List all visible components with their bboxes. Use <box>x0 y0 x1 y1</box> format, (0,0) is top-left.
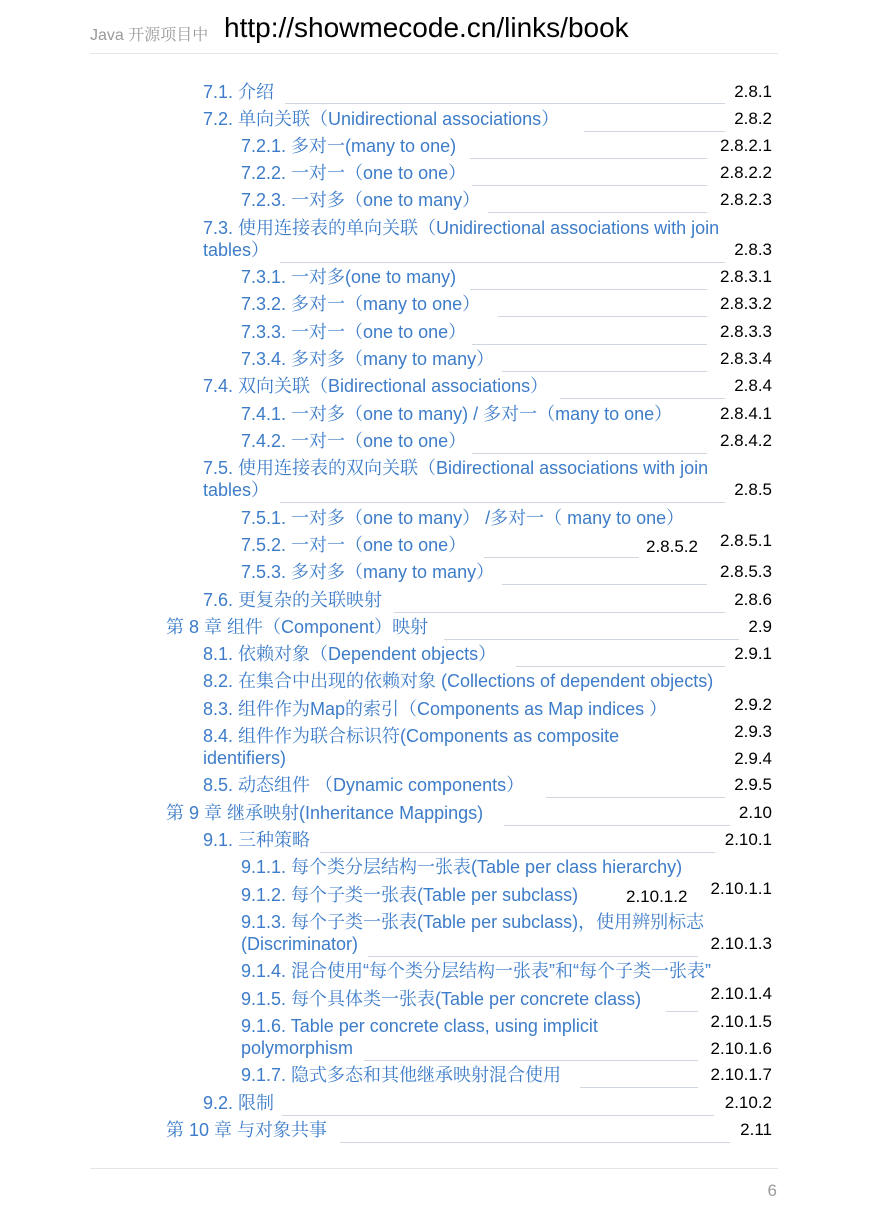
toc-entry-9-1-6[interactable] <box>0 1012 869 1063</box>
toc-entry-chapter-8[interactable] <box>0 616 869 642</box>
toc-section-number: 2.8.5 <box>734 480 772 499</box>
header-url[interactable]: http://showmecode.cn/links/book <box>224 12 629 43</box>
toc-entry-7-3-4[interactable] <box>0 348 869 374</box>
toc-entry-label[interactable]: 7.2.1. 多对一(many to one) <box>241 136 457 156</box>
toc-entry-label[interactable]: 7.6. 更复杂的关联映射 <box>203 590 383 610</box>
leader-line <box>666 1011 698 1012</box>
toc-entry-label[interactable]: 7.1. 介绍 <box>203 82 275 102</box>
toc-section-number: 2.9.1 <box>734 644 772 663</box>
leader-line <box>472 185 707 186</box>
toc-entry-8-4[interactable] <box>0 722 869 773</box>
toc-section-number: 2.8.3.1 <box>720 267 772 286</box>
toc-entry-label[interactable]: 第 8 章 组件（Component）映射 <box>166 617 429 637</box>
toc-section-number: 2.9 <box>748 617 772 636</box>
toc-section-number-inline: 2.8.5.2 <box>646 537 698 556</box>
toc-section-number: 2.8.2.1 <box>720 136 772 155</box>
toc-section-number: 2.10 <box>738 803 772 822</box>
leader-line <box>364 1060 698 1061</box>
toc-entry-8-1[interactable] <box>0 643 869 669</box>
toc-entry-label[interactable]: 7.5. 使用连接表的双向关联（Bidirectional associations with join <box>203 458 709 478</box>
toc-entry-label[interactable]: 9.1.7. 隐式多态和其他继承映射混合使用 <box>241 1065 562 1085</box>
leader-line <box>320 852 715 853</box>
toc-section-number: 2.10.1.1 <box>710 879 772 898</box>
leader-line <box>472 453 707 454</box>
toc-section-number: 2.8.5.1 <box>720 531 772 550</box>
toc-entry-label-continued[interactable]: polymorphism <box>241 1038 354 1058</box>
leader-line <box>280 502 725 503</box>
leader-line <box>484 557 639 558</box>
toc-entry-label[interactable]: 9.1.3. 每个子类一张表(Table per subclass)，使用辨别标志 <box>241 912 705 932</box>
leader-line <box>472 344 707 345</box>
toc-entry-9-2[interactable] <box>0 1092 869 1118</box>
toc-entry-9-1[interactable] <box>0 829 869 855</box>
toc-entry-label[interactable]: 7.3. 使用连接表的单向关联（Unidirectional associations with join <box>203 218 720 238</box>
toc-section-number: 2.8.4.1 <box>720 404 772 423</box>
toc-entry-7-5-2[interactable] <box>0 531 869 560</box>
toc-entry-label[interactable]: 9.1. 三种策略 <box>203 830 311 850</box>
toc-entry-label[interactable]: 8.5. 动态组件 （Dynamic components） <box>203 775 525 795</box>
toc-entry-7-4-2[interactable] <box>0 430 869 456</box>
leader-line <box>580 1087 698 1088</box>
toc-entry-label[interactable]: 7.3.2. 多对一（many to one） <box>241 294 481 314</box>
toc-entry-7-2-1[interactable] <box>0 135 869 161</box>
toc-entry-label[interactable]: 7.4. 双向关联（Bidirectional associations） <box>203 376 549 396</box>
toc-section-number: 2.8.4 <box>734 376 772 395</box>
toc-entry-label[interactable]: 第 9 章 继承映射(Inheritance Mappings) <box>166 803 484 823</box>
toc-entry-label[interactable]: 8.3. 组件作为Map的索引（Components as Map indices ） <box>203 699 668 719</box>
page-number: 6 <box>767 1181 777 1200</box>
leader-line <box>502 584 707 585</box>
book-title: Java 开源项目中 <box>90 27 209 44</box>
toc-section-number: 2.10.2 <box>724 1093 772 1112</box>
toc-entry-7-5-3[interactable] <box>0 561 869 587</box>
toc-entry-7-3-3[interactable] <box>0 321 869 347</box>
toc-entry-label[interactable]: 7.3.3. 一对一（one to one） <box>241 322 467 342</box>
toc-entry-7-2-3[interactable] <box>0 189 869 215</box>
leader-line <box>340 1142 730 1143</box>
toc-entry-8-2[interactable] <box>0 670 869 696</box>
toc-section-number: 2.11 <box>740 1120 772 1139</box>
toc-entry-label[interactable]: 9.1.6. Table per concrete class, using implicit <box>241 1016 598 1036</box>
toc-entry-label-continued[interactable]: identifiers) <box>203 748 287 768</box>
toc-entry-label[interactable]: 7.4.1. 一对多（one to many) / 多对一（many to one） <box>241 404 673 424</box>
toc-section-number: 2.8.4.2 <box>720 431 772 450</box>
toc-section-number: 2.8.6 <box>734 590 772 609</box>
toc-entry-label[interactable]: 7.2. 单向关联（Unidirectional associations） <box>203 109 560 129</box>
toc-entry-label[interactable]: 9.1.1. 每个类分层结构一张表(Table per class hierarchy) <box>241 857 683 877</box>
toc-section-number: 2.10.1.5 <box>710 1012 772 1031</box>
toc-entry-7-4-1[interactable] <box>0 403 869 429</box>
toc-entry-7-3-2[interactable] <box>0 293 869 319</box>
toc-section-number: 2.8.5.3 <box>720 562 772 581</box>
header-divider <box>90 53 778 54</box>
toc-entry-7-6[interactable] <box>0 589 869 615</box>
leader-line <box>394 612 725 613</box>
toc-section-number: 2.10.1.7 <box>710 1065 772 1084</box>
toc-entry-7-3[interactable] <box>0 217 869 265</box>
toc-entry-label-continued[interactable]: (Discriminator) <box>241 934 358 954</box>
leader-line <box>488 212 707 213</box>
leader-line <box>504 825 730 826</box>
leader-line <box>560 398 725 399</box>
toc-entry-7-3-1[interactable] <box>0 266 869 292</box>
toc-entry-7-4[interactable] <box>0 375 869 401</box>
toc-section-number-second: 2.10.1.6 <box>710 1039 772 1058</box>
leader-line <box>285 103 725 104</box>
toc-entry-label[interactable]: 第 10 章 与对象共事 <box>166 1120 328 1140</box>
toc-section-number: 2.8.3.4 <box>720 349 772 368</box>
toc-entry-7-2-2[interactable] <box>0 162 869 188</box>
toc-entry-label-continued[interactable]: tables） <box>203 240 270 260</box>
toc-section-number: 2.9.3 <box>734 722 772 741</box>
toc-section-number: 2.8.3.2 <box>720 294 772 313</box>
leader-line <box>368 956 698 957</box>
toc-entry-label[interactable]: 8.4. 组件作为联合标识符(Components as composite <box>203 726 620 746</box>
toc-section-number: 2.8.1 <box>734 82 772 101</box>
leader-line <box>280 262 725 263</box>
toc-entry-8-5[interactable] <box>0 774 869 800</box>
toc-section-number-second: 2.9.4 <box>734 749 772 768</box>
toc-entry-label[interactable]: 7.3.1. 一对多(one to many) <box>241 267 457 287</box>
toc-entry-7-2[interactable] <box>0 108 869 134</box>
toc-section-number: 2.10.1 <box>724 830 772 849</box>
toc-section-number: 2.9.5 <box>734 775 772 794</box>
leader-line <box>470 289 707 290</box>
toc-entry-label[interactable]: 7.2.2. 一对一（one to one） <box>241 163 467 183</box>
toc-entry-label[interactable]: 7.5.1. 一对多（one to many） /多对一（ many to one） <box>241 508 685 528</box>
leader-line <box>444 639 739 640</box>
toc-entry-7-1[interactable] <box>0 80 869 106</box>
leader-line <box>498 316 707 317</box>
toc-entry-label[interactable]: 9.2. 限制 <box>203 1093 275 1113</box>
toc-section-number: 2.10.1.4 <box>710 984 772 1003</box>
toc-section-number: 2.9.2 <box>734 695 772 714</box>
toc-entry-label[interactable]: 8.1. 依赖对象（Dependent objects） <box>203 644 497 664</box>
toc-section-number-inline: 2.10.1.2 <box>626 887 688 906</box>
toc-entry-label[interactable]: 7.2.3. 一对多（one to many） <box>241 190 481 210</box>
toc-section-number: 2.8.2 <box>734 109 772 128</box>
toc-entry-label[interactable]: 7.5.3. 多对多（many to many） <box>241 562 495 582</box>
leader-line <box>584 131 725 132</box>
toc-section-number: 2.10.1.3 <box>710 934 772 953</box>
leader-line <box>516 666 725 667</box>
toc-section-number: 2.8.3 <box>734 240 772 259</box>
toc-entry-label[interactable]: 9.1.4. 混合使用“每个类分层结构一张表”和“每个子类一张表” <box>241 961 712 981</box>
toc-section-number: 2.8.3.3 <box>720 322 772 341</box>
toc-section-number: 2.8.2.3 <box>720 190 772 209</box>
toc-entry-label[interactable]: 9.1.2. 每个子类一张表(Table per subclass) <box>241 885 579 905</box>
toc-entry-chapter-9[interactable] <box>0 802 869 828</box>
leader-line <box>502 371 707 372</box>
leader-line <box>546 797 725 798</box>
toc-entry-label[interactable]: 9.1.5. 每个具体类一张表(Table per concrete class) <box>241 989 642 1009</box>
toc-section-number: 2.8.2.2 <box>720 163 772 182</box>
toc-entry-label[interactable]: 8.2. 在集合中出现的依赖对象 (Collections of dependent objects) <box>203 671 714 691</box>
toc-entry-9-1-3[interactable] <box>0 911 869 959</box>
footer-divider <box>90 1168 778 1169</box>
toc-entry-9-1-7[interactable] <box>0 1064 869 1090</box>
toc-entry-chapter-10[interactable] <box>0 1119 869 1145</box>
toc-entry-label[interactable]: 7.3.4. 多对多（many to many） <box>241 349 495 369</box>
leader-line <box>470 158 707 159</box>
toc-entry-9-1-2[interactable] <box>0 879 869 910</box>
toc-entry-label[interactable]: 7.5.2. 一对一（one to one） <box>241 535 467 555</box>
toc-entry-7-5[interactable] <box>0 457 869 505</box>
toc-entry-label-continued[interactable]: tables） <box>203 480 270 500</box>
leader-line <box>282 1115 714 1116</box>
toc-entry-label[interactable]: 7.4.2. 一对一（one to one） <box>241 431 467 451</box>
